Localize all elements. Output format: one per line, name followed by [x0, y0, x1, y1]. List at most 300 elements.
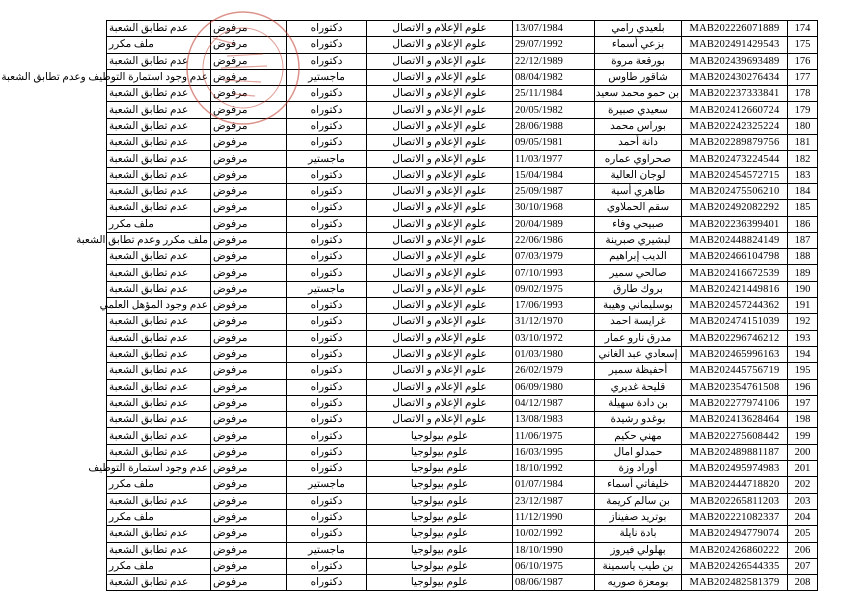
- file-id-cell: MAB202465996163: [682, 346, 788, 362]
- file-id-cell: MAB202489881187: [682, 444, 788, 460]
- candidate-name-cell: لبشيري صبرينة: [595, 232, 682, 248]
- file-id-cell: MAB202412660724: [682, 102, 788, 118]
- specialty-cell: علوم الإعلام و الاتصال: [367, 412, 513, 428]
- birth-date-cell: 25/11/1984: [513, 86, 595, 102]
- specialty-cell: علوم بيولوجيا: [367, 461, 513, 477]
- degree-cell: دكتوراه: [287, 379, 367, 395]
- row-number-cell: 205: [788, 526, 818, 542]
- candidate-name-cell: بزعي أسماء: [595, 37, 682, 53]
- birth-date-cell: 22/06/1986: [513, 232, 595, 248]
- table-row: [107, 558, 818, 574]
- table-row: [107, 151, 818, 167]
- rejection-reason-cell: عدم وجود المؤهل العلمي: [107, 298, 211, 314]
- status-cell: مرفوض: [211, 281, 287, 297]
- rejection-reason-cell: عدم تطابق الشعبة: [107, 395, 211, 411]
- status-cell: مرفوض: [211, 249, 287, 265]
- rejection-reason-cell: عدم تطابق الشعبة: [107, 200, 211, 216]
- table-row: [107, 216, 818, 232]
- degree-cell: دكتوراه: [287, 86, 367, 102]
- status-cell: مرفوض: [211, 53, 287, 69]
- row-number-cell: 194: [788, 346, 818, 362]
- table-row: [107, 428, 818, 444]
- table-row: [107, 249, 818, 265]
- rejection-reason-cell: ملف مكرر: [107, 477, 211, 493]
- row-number-cell: 193: [788, 330, 818, 346]
- degree-cell: دكتوراه: [287, 232, 367, 248]
- row-number-cell: 186: [788, 216, 818, 232]
- rejection-reason-cell: ملف مكرر وعدم تطابق الشعبة: [107, 232, 211, 248]
- status-cell: مرفوض: [211, 167, 287, 183]
- specialty-cell: علوم الإعلام و الاتصال: [367, 298, 513, 314]
- status-cell: مرفوض: [211, 379, 287, 395]
- candidate-name-cell: صالحي سمير: [595, 265, 682, 281]
- candidates-table: [1, 20, 818, 591]
- row-number-cell: 191: [788, 298, 818, 314]
- rejection-reason-cell: عدم تطابق الشعبة: [107, 135, 211, 151]
- row-number-cell: 185: [788, 200, 818, 216]
- candidate-name-cell: صبيحي وفاء: [595, 216, 682, 232]
- candidate-name-cell: بروك طارق: [595, 281, 682, 297]
- rejection-reason-cell: عدم وجود استمارة التوظيف وعدم تطابق الشعبة: [107, 69, 211, 85]
- status-cell: مرفوض: [211, 265, 287, 281]
- file-id-cell: MAB202426860222: [682, 542, 788, 558]
- file-id-cell: MAB202495974983: [682, 461, 788, 477]
- status-cell: مرفوض: [211, 363, 287, 379]
- row-number-cell: 208: [788, 575, 818, 591]
- specialty-cell: علوم الإعلام و الاتصال: [367, 200, 513, 216]
- table-row: [107, 461, 818, 477]
- table-row: [107, 135, 818, 151]
- candidate-name-cell: طاهري أسية: [595, 183, 682, 199]
- birth-date-cell: 20/04/1989: [513, 216, 595, 232]
- table-row: [107, 526, 818, 542]
- table-row: [107, 493, 818, 509]
- row-number-cell: 188: [788, 249, 818, 265]
- degree-cell: دكتوراه: [287, 330, 367, 346]
- table-row: [107, 118, 818, 134]
- rejection-reason-cell: عدم تطابق الشعبة: [107, 314, 211, 330]
- file-id-cell: MAB202296746212: [682, 330, 788, 346]
- file-id-cell: MAB202473224544: [682, 151, 788, 167]
- table-row: [107, 102, 818, 118]
- table-row: [107, 575, 818, 591]
- birth-date-cell: 31/12/1970: [513, 314, 595, 330]
- table-row: [107, 21, 818, 37]
- file-id-cell: MAB202448824149: [682, 232, 788, 248]
- table-row: [107, 298, 818, 314]
- birth-date-cell: 11/06/1975: [513, 428, 595, 444]
- rejection-reason-cell: عدم تطابق الشعبة: [107, 281, 211, 297]
- status-cell: مرفوض: [211, 21, 287, 37]
- status-cell: مرفوض: [211, 151, 287, 167]
- degree-cell: دكتوراه: [287, 493, 367, 509]
- table-row: [107, 379, 818, 395]
- specialty-cell: علوم بيولوجيا: [367, 575, 513, 591]
- specialty-cell: علوم بيولوجيا: [367, 444, 513, 460]
- birth-date-cell: 17/06/1993: [513, 298, 595, 314]
- file-id-cell: MAB202482581379: [682, 575, 788, 591]
- rejection-reason-cell: عدم تطابق الشعبة: [107, 151, 211, 167]
- row-number-cell: 195: [788, 363, 818, 379]
- file-id-cell: MAB202445756719: [682, 363, 788, 379]
- rejection-reason-cell: ملف مكرر: [107, 216, 211, 232]
- status-cell: مرفوض: [211, 86, 287, 102]
- status-cell: مرفوض: [211, 395, 287, 411]
- file-id-cell: MAB202413628464: [682, 412, 788, 428]
- degree-cell: دكتوراه: [287, 21, 367, 37]
- row-number-cell: 203: [788, 493, 818, 509]
- rejection-reason-cell: عدم تطابق الشعبة: [107, 183, 211, 199]
- table-row: [107, 477, 818, 493]
- rejection-reason-cell: ملف مكرر: [107, 509, 211, 525]
- row-number-cell: 206: [788, 542, 818, 558]
- file-id-cell: MAB202475506210: [682, 183, 788, 199]
- row-number-cell: 183: [788, 167, 818, 183]
- birth-date-cell: 29/07/1992: [513, 37, 595, 53]
- specialty-cell: علوم الإعلام و الاتصال: [367, 363, 513, 379]
- table-row: [107, 183, 818, 199]
- candidate-name-cell: بوراس محمد: [595, 118, 682, 134]
- degree-cell: دكتوراه: [287, 118, 367, 134]
- degree-cell: دكتوراه: [287, 135, 367, 151]
- candidate-name-cell: غرايسة احمد: [595, 314, 682, 330]
- candidate-name-cell: بن طيب ياسمينة: [595, 558, 682, 574]
- row-number-cell: 187: [788, 232, 818, 248]
- status-cell: مرفوض: [211, 444, 287, 460]
- table-row: [107, 265, 818, 281]
- status-cell: مرفوض: [211, 135, 287, 151]
- candidate-name-cell: بن دادة سهيلة: [595, 395, 682, 411]
- specialty-cell: علوم الإعلام و الاتصال: [367, 379, 513, 395]
- file-id-cell: MAB202444718820: [682, 477, 788, 493]
- specialty-cell: علوم بيولوجيا: [367, 428, 513, 444]
- file-id-cell: MAB202226071889: [682, 21, 788, 37]
- degree-cell: دكتوراه: [287, 167, 367, 183]
- rejection-reason-cell: عدم تطابق الشعبة: [107, 526, 211, 542]
- candidate-name-cell: الديب إبراهيم: [595, 249, 682, 265]
- row-number-cell: 190: [788, 281, 818, 297]
- specialty-cell: علوم بيولوجيا: [367, 558, 513, 574]
- degree-cell: ماجستير: [287, 281, 367, 297]
- row-number-cell: 180: [788, 118, 818, 134]
- rejection-reason-cell: عدم تطابق الشعبة: [107, 379, 211, 395]
- birth-date-cell: 07/10/1993: [513, 265, 595, 281]
- candidate-name-cell: قليحة غديري: [595, 379, 682, 395]
- row-number-cell: 204: [788, 509, 818, 525]
- degree-cell: دكتوراه: [287, 53, 367, 69]
- birth-date-cell: 20/05/1982: [513, 102, 595, 118]
- status-cell: مرفوض: [211, 509, 287, 525]
- file-id-cell: MAB202491429543: [682, 37, 788, 53]
- specialty-cell: علوم الإعلام و الاتصال: [367, 216, 513, 232]
- candidate-name-cell: بوغدو رشيدة: [595, 412, 682, 428]
- status-cell: مرفوض: [211, 428, 287, 444]
- candidate-name-cell: سقم الحملاوي: [595, 200, 682, 216]
- candidate-name-cell: سعيدي صبيرة: [595, 102, 682, 118]
- file-id-cell: MAB202289879756: [682, 135, 788, 151]
- rejection-reason-cell: عدم تطابق الشعبة: [107, 575, 211, 591]
- table-row: [107, 69, 818, 85]
- candidate-name-cell: بومعزة صوريه: [595, 575, 682, 591]
- degree-cell: دكتوراه: [287, 363, 367, 379]
- degree-cell: دكتوراه: [287, 216, 367, 232]
- file-id-cell: MAB202492082292: [682, 200, 788, 216]
- status-cell: مرفوض: [211, 575, 287, 591]
- candidate-name-cell: بوسليماني وهيبة: [595, 298, 682, 314]
- rejection-reason-cell: عدم تطابق الشعبة: [107, 118, 211, 134]
- specialty-cell: علوم بيولوجيا: [367, 509, 513, 525]
- specialty-cell: علوم الإعلام و الاتصال: [367, 135, 513, 151]
- birth-date-cell: 26/02/1979: [513, 363, 595, 379]
- specialty-cell: علوم الإعلام و الاتصال: [367, 102, 513, 118]
- candidate-name-cell: بن سالم كريمة: [595, 493, 682, 509]
- birth-date-cell: 11/03/1977: [513, 151, 595, 167]
- table-row: [107, 232, 818, 248]
- file-id-cell: MAB202237333841: [682, 86, 788, 102]
- rejection-reason-cell: عدم تطابق الشعبة: [107, 363, 211, 379]
- birth-date-cell: 01/03/1980: [513, 346, 595, 362]
- specialty-cell: علوم الإعلام و الاتصال: [367, 232, 513, 248]
- table-row: [107, 509, 818, 525]
- specialty-cell: علوم بيولوجيا: [367, 526, 513, 542]
- rejection-reason-cell: عدم تطابق الشعبة: [107, 86, 211, 102]
- rejection-reason-cell: عدم تطابق الشعبة: [107, 444, 211, 460]
- status-cell: مرفوض: [211, 298, 287, 314]
- status-cell: مرفوض: [211, 314, 287, 330]
- degree-cell: دكتوراه: [287, 526, 367, 542]
- status-cell: مرفوض: [211, 200, 287, 216]
- rejection-reason-cell: عدم تطابق الشعبة: [107, 249, 211, 265]
- specialty-cell: علوم الإعلام و الاتصال: [367, 314, 513, 330]
- birth-date-cell: 04/12/1987: [513, 395, 595, 411]
- birth-date-cell: 09/05/1981: [513, 135, 595, 151]
- degree-cell: دكتوراه: [287, 200, 367, 216]
- specialty-cell: علوم الإعلام و الاتصال: [367, 151, 513, 167]
- table-row: [107, 86, 818, 102]
- file-id-cell: MAB202265811203: [682, 493, 788, 509]
- table-row: [107, 330, 818, 346]
- rejection-reason-cell: ملف مكرر: [107, 37, 211, 53]
- degree-cell: دكتوراه: [287, 412, 367, 428]
- birth-date-cell: 23/12/1987: [513, 493, 595, 509]
- birth-date-cell: 10/02/1992: [513, 526, 595, 542]
- birth-date-cell: 09/02/1975: [513, 281, 595, 297]
- row-number-cell: 174: [788, 21, 818, 37]
- file-id-cell: MAB202277974106: [682, 395, 788, 411]
- candidate-name-cell: حمدلو امال: [595, 444, 682, 460]
- file-id-cell: MAB202236399401: [682, 216, 788, 232]
- status-cell: مرفوض: [211, 102, 287, 118]
- row-number-cell: 192: [788, 314, 818, 330]
- row-number-cell: 175: [788, 37, 818, 53]
- rejection-reason-cell: عدم تطابق الشعبة: [107, 53, 211, 69]
- candidate-name-cell: بورقعة مروة: [595, 53, 682, 69]
- specialty-cell: علوم الإعلام و الاتصال: [367, 53, 513, 69]
- specialty-cell: علوم بيولوجيا: [367, 493, 513, 509]
- rejection-reason-cell: عدم تطابق الشعبة: [107, 428, 211, 444]
- specialty-cell: علوم الإعلام و الاتصال: [367, 118, 513, 134]
- row-number-cell: 178: [788, 86, 818, 102]
- degree-cell: دكتوراه: [287, 461, 367, 477]
- specialty-cell: علوم الإعلام و الاتصال: [367, 37, 513, 53]
- birth-date-cell: 07/03/1979: [513, 249, 595, 265]
- birth-date-cell: 08/06/1987: [513, 575, 595, 591]
- birth-date-cell: 22/12/1989: [513, 53, 595, 69]
- specialty-cell: علوم الإعلام و الاتصال: [367, 86, 513, 102]
- specialty-cell: علوم الإعلام و الاتصال: [367, 183, 513, 199]
- status-cell: مرفوض: [211, 526, 287, 542]
- rejection-reason-cell: عدم تطابق الشعبة: [107, 102, 211, 118]
- degree-cell: دكتوراه: [287, 265, 367, 281]
- birth-date-cell: 03/10/1972: [513, 330, 595, 346]
- file-id-cell: MAB202430276434: [682, 69, 788, 85]
- candidate-name-cell: أحفيظة سمير: [595, 363, 682, 379]
- table-row: [107, 395, 818, 411]
- row-number-cell: 181: [788, 135, 818, 151]
- rejection-reason-cell: عدم تطابق الشعبة: [107, 167, 211, 183]
- file-id-cell: MAB202466104798: [682, 249, 788, 265]
- candidate-name-cell: بن حمو محمد سعيد: [595, 86, 682, 102]
- row-number-cell: 202: [788, 477, 818, 493]
- birth-date-cell: 08/04/1982: [513, 69, 595, 85]
- row-number-cell: 201: [788, 461, 818, 477]
- birth-date-cell: 11/12/1990: [513, 509, 595, 525]
- candidate-name-cell: خليفاتي أسماء: [595, 477, 682, 493]
- row-number-cell: 182: [788, 151, 818, 167]
- birth-date-cell: 13/08/1983: [513, 412, 595, 428]
- status-cell: مرفوض: [211, 183, 287, 199]
- degree-cell: دكتوراه: [287, 575, 367, 591]
- rejection-reason-cell: عدم وجود استمارة التوظيف: [107, 461, 211, 477]
- file-id-cell: MAB202354761508: [682, 379, 788, 395]
- degree-cell: دكتوراه: [287, 395, 367, 411]
- specialty-cell: علوم الإعلام و الاتصال: [367, 167, 513, 183]
- candidate-name-cell: مهني حكيم: [595, 428, 682, 444]
- table-row: [107, 281, 818, 297]
- degree-cell: دكتوراه: [287, 249, 367, 265]
- degree-cell: دكتوراه: [287, 298, 367, 314]
- specialty-cell: علوم الإعلام و الاتصال: [367, 21, 513, 37]
- birth-date-cell: 16/03/1995: [513, 444, 595, 460]
- table-row: [107, 346, 818, 362]
- table-row: [107, 167, 818, 183]
- table-row: [107, 53, 818, 69]
- degree-cell: دكتوراه: [287, 102, 367, 118]
- candidate-name-cell: بوتريد صفيناز: [595, 509, 682, 525]
- rejection-reason-cell: ملف مكرر: [107, 558, 211, 574]
- row-number-cell: 177: [788, 69, 818, 85]
- degree-cell: دكتوراه: [287, 509, 367, 525]
- file-id-cell: MAB202439693489: [682, 53, 788, 69]
- status-cell: مرفوض: [211, 37, 287, 53]
- candidate-name-cell: بادة نايلة: [595, 526, 682, 542]
- status-cell: مرفوض: [211, 558, 287, 574]
- degree-cell: دكتوراه: [287, 428, 367, 444]
- rejection-reason-cell: عدم تطابق الشعبة: [107, 412, 211, 428]
- file-id-cell: MAB202457244362: [682, 298, 788, 314]
- candidate-name-cell: مدرق نارو عمار: [595, 330, 682, 346]
- degree-cell: دكتوراه: [287, 37, 367, 53]
- birth-date-cell: 25/09/1987: [513, 183, 595, 199]
- birth-date-cell: 06/10/1975: [513, 558, 595, 574]
- status-cell: مرفوض: [211, 330, 287, 346]
- candidate-name-cell: صحراوي عماره: [595, 151, 682, 167]
- status-cell: مرفوض: [211, 477, 287, 493]
- birth-date-cell: 18/10/1992: [513, 461, 595, 477]
- status-cell: مرفوض: [211, 412, 287, 428]
- birth-date-cell: 30/10/1968: [513, 200, 595, 216]
- specialty-cell: علوم الإعلام و الاتصال: [367, 330, 513, 346]
- rejection-reason-cell: عدم تطابق الشعبة: [107, 346, 211, 362]
- table-row: [107, 37, 818, 53]
- rejection-reason-cell: عدم تطابق الشعبة: [107, 265, 211, 281]
- candidate-name-cell: أوراد وزة: [595, 461, 682, 477]
- row-number-cell: 179: [788, 102, 818, 118]
- specialty-cell: علوم الإعلام و الاتصال: [367, 69, 513, 85]
- candidate-name-cell: بلعيدي رامي: [595, 21, 682, 37]
- file-id-cell: MAB202454572715: [682, 167, 788, 183]
- row-number-cell: 200: [788, 444, 818, 460]
- rejection-reason-cell: عدم تطابق الشعبة: [107, 542, 211, 558]
- specialty-cell: علوم بيولوجيا: [367, 477, 513, 493]
- row-number-cell: 189: [788, 265, 818, 281]
- birth-date-cell: 13/07/1984: [513, 21, 595, 37]
- specialty-cell: علوم الإعلام و الاتصال: [367, 281, 513, 297]
- status-cell: مرفوض: [211, 542, 287, 558]
- degree-cell: دكتوراه: [287, 314, 367, 330]
- specialty-cell: علوم بيولوجيا: [367, 542, 513, 558]
- file-id-cell: MAB202426544335: [682, 558, 788, 574]
- row-number-cell: 176: [788, 53, 818, 69]
- specialty-cell: علوم الإعلام و الاتصال: [367, 265, 513, 281]
- candidate-name-cell: بهلولي فيروز: [595, 542, 682, 558]
- file-id-cell: MAB202221082337: [682, 509, 788, 525]
- status-cell: مرفوض: [211, 493, 287, 509]
- row-number-cell: 196: [788, 379, 818, 395]
- file-id-cell: MAB202275608442: [682, 428, 788, 444]
- file-id-cell: MAB202421449816: [682, 281, 788, 297]
- degree-cell: دكتوراه: [287, 444, 367, 460]
- status-cell: مرفوض: [211, 461, 287, 477]
- degree-cell: دكتوراه: [287, 183, 367, 199]
- status-cell: مرفوض: [211, 232, 287, 248]
- row-number-cell: 198: [788, 412, 818, 428]
- file-id-cell: MAB202242325224: [682, 118, 788, 134]
- degree-cell: دكتوراه: [287, 346, 367, 362]
- degree-cell: ماجستير: [287, 542, 367, 558]
- row-number-cell: 197: [788, 395, 818, 411]
- specialty-cell: علوم الإعلام و الاتصال: [367, 346, 513, 362]
- candidate-name-cell: لوجان العالية: [595, 167, 682, 183]
- rejection-reason-cell: عدم تطابق الشعبة: [107, 21, 211, 37]
- birth-date-cell: 15/04/1984: [513, 167, 595, 183]
- specialty-cell: علوم الإعلام و الاتصال: [367, 249, 513, 265]
- candidate-name-cell: شاقور طاوس: [595, 69, 682, 85]
- degree-cell: ماجستير: [287, 69, 367, 85]
- row-number-cell: 207: [788, 558, 818, 574]
- status-cell: مرفوض: [211, 216, 287, 232]
- status-cell: مرفوض: [211, 69, 287, 85]
- table-row: [107, 314, 818, 330]
- table-row: [107, 412, 818, 428]
- degree-cell: دكتوراه: [287, 558, 367, 574]
- table-row: [107, 444, 818, 460]
- file-id-cell: MAB202416672539: [682, 265, 788, 281]
- row-number-cell: 184: [788, 183, 818, 199]
- row-number-cell: 199: [788, 428, 818, 444]
- table-row: [107, 363, 818, 379]
- candidate-name-cell: دانة أحمد: [595, 135, 682, 151]
